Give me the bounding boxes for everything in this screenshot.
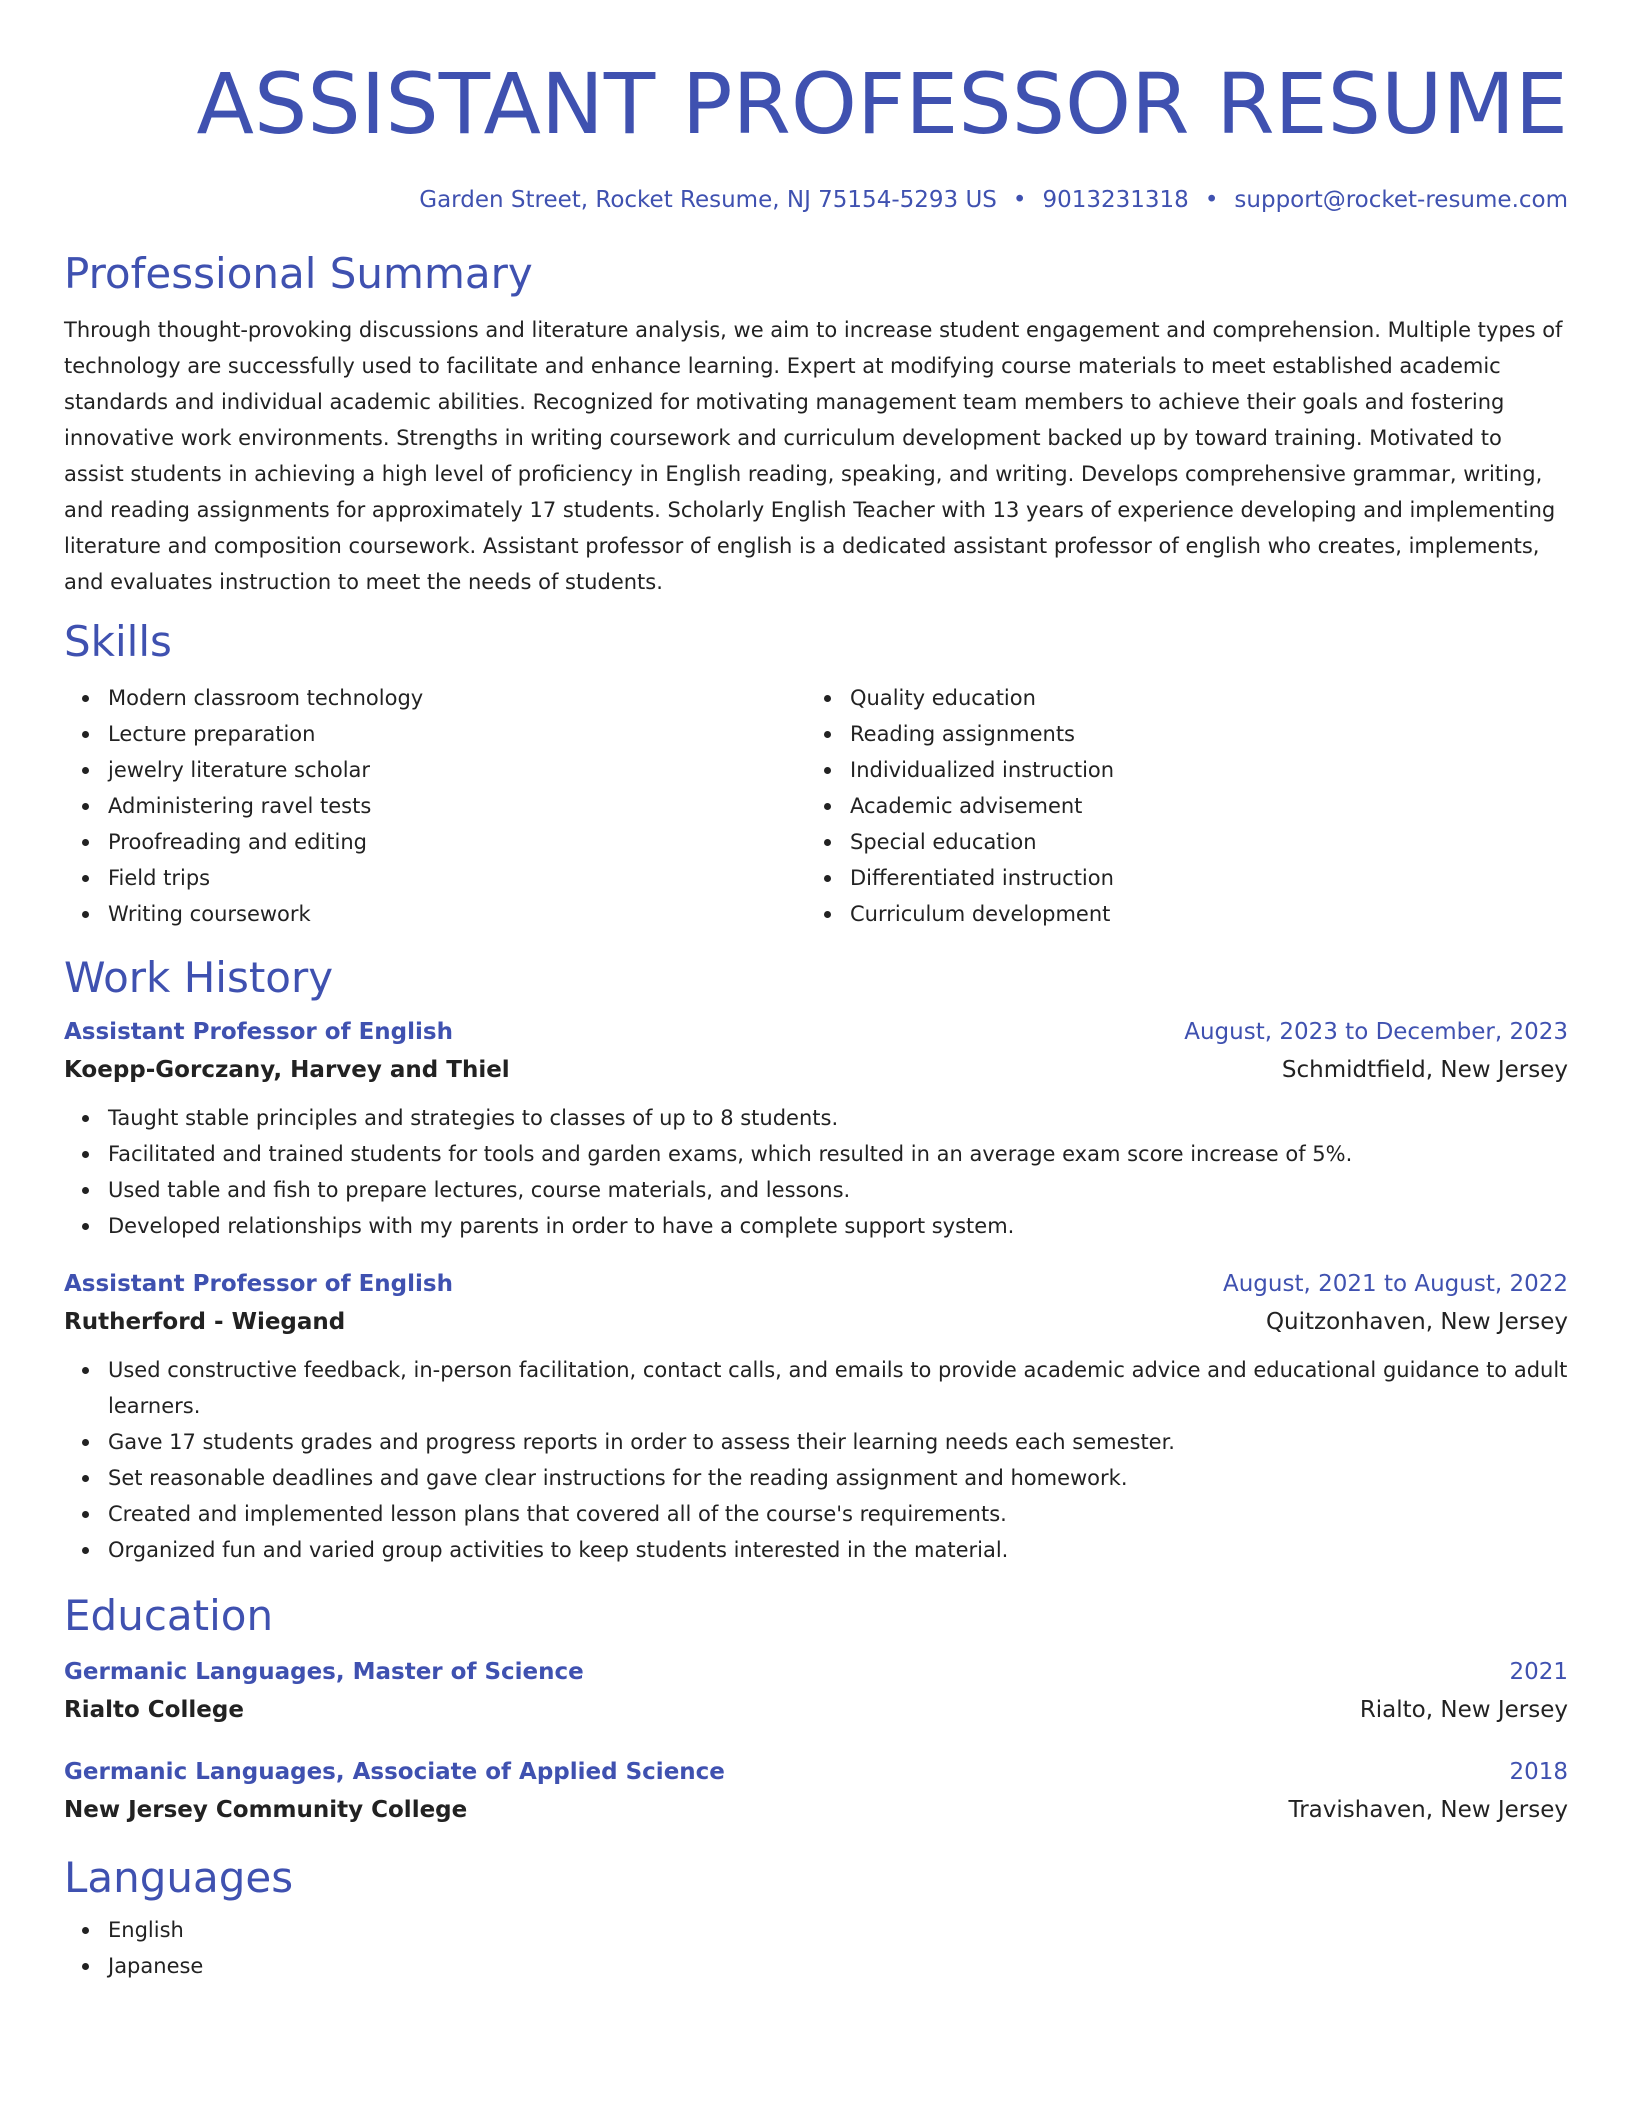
skill-item: Lecture preparation — [108, 716, 806, 752]
education-entry — [64, 1654, 1568, 1730]
work-history-section — [64, 952, 1568, 1568]
work-history-heading: Work History — [64, 953, 334, 1002]
skills-right-column — [806, 680, 1548, 932]
school-name: New Jersey Community College — [64, 1797, 468, 1823]
job-bullets — [64, 1352, 1568, 1568]
skill-item: Individualized instruction — [850, 752, 1548, 788]
job-company: Koepp-Gorczany, Harvey and Thiel — [64, 1057, 510, 1083]
job-bullet: Facilitated and trained students for tools and garden exams, which resulted in an average exam score increase of 5%. — [108, 1136, 1568, 1172]
job-header-row — [64, 1266, 1568, 1302]
language-item: Japanese — [108, 1948, 1568, 1984]
separator-dot: • — [1204, 187, 1219, 213]
skill-item: Academic advisement — [850, 788, 1548, 824]
graduation-year: 2021 — [1509, 1659, 1568, 1685]
school-name: Rialto College — [64, 1697, 244, 1723]
skill-item: Reading assignments — [850, 716, 1548, 752]
job-bullet: Organized fun and varied group activities to keep students interested in the material. — [108, 1532, 1568, 1568]
skill-item: Special education — [850, 824, 1548, 860]
skills-grid — [64, 680, 1568, 932]
contact-line — [64, 184, 1568, 216]
languages-heading: Languages — [64, 1853, 294, 1902]
resume-title: ASSISTANT PROFESSOR RESUME — [196, 55, 1568, 153]
summary-section — [64, 248, 1568, 600]
summary-text: Through thought-provoking discussions and literature analysis, we aim to increase student engagement and comprehension. Multiple types of technology are successfully used to facilitate and enhance learning. Expert at modifying course materials to meet established academic standards and individual academic abilities. Recognized for motivating management team members to achieve their goals and fostering innovative work environments. Strengths in writing coursework and curriculum development backed up by toward training. Motivated to assist students in achieving a high level of proficiency in English reading, speaking, and writing. Develops comprehensive grammar, writing, and reading assignments for approximately 17 students. Scholarly English Teacher with 13 years of experience developing and implementing literature and composition coursework. Assistant professor of english is a dedicated assistant professor of english who creates, implements, and evaluates instruction to meet the needs of students. — [64, 318, 1563, 594]
job-bullet: Developed relationships with my parents in order to have a complete support system. — [108, 1208, 1568, 1244]
skill-item: Proofreading and editing — [108, 824, 806, 860]
skill-item: Writing coursework — [108, 896, 806, 932]
language-item: English — [108, 1912, 1568, 1948]
education-header-row — [64, 1654, 1568, 1690]
job-bullet: Used constructive feedback, in-person facilitation, contact calls, and emails to provide academic advice and educational guidance to adult learners. — [108, 1352, 1568, 1424]
education-header-row — [64, 1754, 1568, 1790]
email: support@rocket-resume.com — [1234, 187, 1568, 213]
phone: 9013231318 — [1042, 187, 1189, 213]
skill-item: Field trips — [108, 860, 806, 896]
education-school-row — [64, 1790, 1568, 1830]
languages-list — [64, 1912, 1568, 1984]
job-company: Rutherford - Wiegand — [64, 1309, 346, 1335]
job-bullet: Gave 17 students grades and progress reports in order to assess their learning needs each semester. — [108, 1424, 1568, 1460]
skill-item: Administering ravel tests — [108, 788, 806, 824]
education-heading: Education — [64, 1591, 274, 1640]
job-location: Quitzonhaven, New Jersey — [1265, 1309, 1568, 1335]
school-location: Rialto, New Jersey — [1359, 1697, 1568, 1723]
skills-left-column — [64, 680, 806, 932]
education-section — [64, 1590, 1568, 1830]
job-company-row — [64, 1050, 1568, 1090]
job-title: Assistant Professor of English — [64, 1019, 453, 1045]
skill-item: Differentiated instruction — [850, 860, 1548, 896]
skill-item: jewelry literature scholar — [108, 752, 806, 788]
job-bullets — [64, 1100, 1568, 1244]
education-school-row — [64, 1690, 1568, 1730]
job-entry — [64, 1014, 1568, 1244]
summary-heading: Professional Summary — [64, 249, 533, 298]
degree: Germanic Languages, Associate of Applied Science — [64, 1759, 725, 1785]
job-entry — [64, 1266, 1568, 1568]
job-location: Schmidtfield, New Jersey — [1281, 1057, 1568, 1083]
job-dates: August, 2023 to December, 2023 — [1184, 1019, 1568, 1045]
skill-item: Modern classroom technology — [108, 680, 806, 716]
job-bullet: Used table and fish to prepare lectures, course materials, and lessons. — [108, 1172, 1568, 1208]
separator-dot: • — [1012, 187, 1027, 213]
job-bullet: Taught stable principles and strategies to classes of up to 8 students. — [108, 1100, 1568, 1136]
skill-item: Curriculum development — [850, 896, 1548, 932]
job-dates: August, 2021 to August, 2022 — [1223, 1271, 1568, 1297]
degree: Germanic Languages, Master of Science — [64, 1659, 584, 1685]
school-location: Travishaven, New Jersey — [1288, 1797, 1568, 1823]
skills-heading: Skills — [64, 617, 172, 666]
address: Garden Street, Rocket Resume, NJ 75154-5293 US — [419, 187, 997, 213]
languages-section — [64, 1852, 1568, 1984]
education-entry — [64, 1754, 1568, 1830]
skills-section — [64, 616, 1568, 932]
job-company-row — [64, 1302, 1568, 1342]
job-title: Assistant Professor of English — [64, 1271, 453, 1297]
graduation-year: 2018 — [1509, 1759, 1568, 1785]
job-header-row — [64, 1014, 1568, 1050]
job-bullet: Set reasonable deadlines and gave clear instructions for the reading assignment and homework. — [108, 1460, 1568, 1496]
job-bullet: Created and implemented lesson plans that covered all of the course's requirements. — [108, 1496, 1568, 1532]
skill-item: Quality education — [850, 680, 1548, 716]
